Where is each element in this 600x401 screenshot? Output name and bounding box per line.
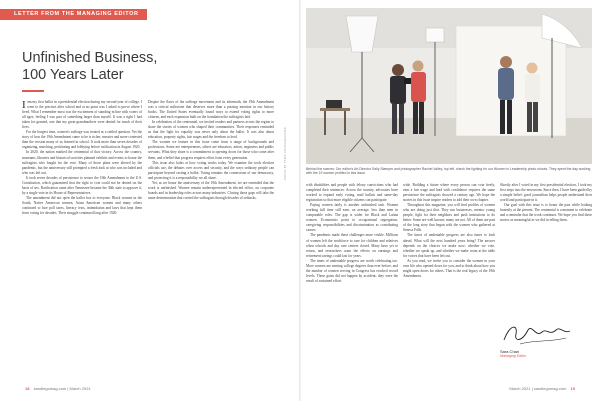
footer-right (509, 386, 578, 391)
photo-shoot-image (306, 8, 592, 164)
photo-caption: Behind the scenes: Our editor's Art Director Sally Stamper and photographer Rachel Valley, top left, check the lighting for our Women in Leadership photo shoots. They spent the day working with the 19 women profiled in this issue. (306, 167, 591, 176)
paragraph: In celebration of the centennial, we invited readers and partners across the region to share the stories of women who shaped their communities. Their responses reminded us that the fight for equality was never only about the ballot. It was also about education, property rights, fair wages and the freedom to lead. (148, 120, 274, 140)
body-column-5 (500, 183, 592, 313)
photo-shoot-illustration (306, 8, 592, 164)
footer-right-text: March 2021 | sandiegomag.com (509, 386, 567, 391)
paragraph: The times of undeniable progress are worth celebrating too. More women are earning college degrees than ever before, and the number of women serving in Congress has reached record levels. These gains did not happen by accident; they were the result of sustained effort. (306, 258, 398, 283)
photo-credit: PHOTO BY STAFF PHOTOGRAPHER (284, 127, 287, 180)
right-page-number: 19 (570, 386, 575, 391)
body-column-1 (22, 100, 142, 370)
paragraph: In 2020, the nation marked the centennial of that victory. Across the country, museums, libraries and historical societies planned exhibits and events to honor the suffragists who fought for the vote. Many of those plans were altered by the pandemic, but the anniversary still prompted a fresh look at who was included and who was left out. (22, 150, 142, 175)
footer-left (22, 386, 91, 391)
paragraph: wide. Building a future where every person can vote freely, earn a fair wage and lead with confidence requires the same persistence the suffragists showed a century ago. We hope the stories in this issue inspire readers to add their own chapter. (403, 183, 495, 203)
signature-name: Sara Chan (500, 349, 520, 354)
paragraph: The pandemic made these challenges more visible. Millions of women left the workforce to care for children and relatives when schools and day care centers closed. Many have yet to return, and researchers warn the effects on earnings and retirement savings could last for years. (306, 233, 398, 258)
paragraph: Despite the flaws of the suffrage movement and its aftermath, the 19th Amendment was a critical milestone that deserves more than a passing mention in our history books. The United States eventually found ways to extend voting rights to more citizens, and each expansion built on the foundation the suffragists laid. (148, 100, 274, 120)
headline-line-1: Unfinished Business, (22, 50, 158, 66)
paragraph: with disabilities and people with felony convictions who had completed their sentences. Across the country, advocates have worked to expand early voting, mail ballots and same-day registration so that more eligible citizens can participate. (306, 183, 398, 203)
headline-rule (22, 90, 44, 92)
body-column-2 (148, 100, 274, 370)
headline-line-2: 100 Years Later (22, 67, 124, 83)
paragraph: The times of undeniable progress are also times to look ahead. What will the next hundred years bring? The answer depends on the choices we make now: whether we vote, whether we speak up, and whether we make room at the table for voices that have been left out. (403, 233, 495, 258)
article-headline (22, 50, 202, 84)
editor-signature-icon (500, 318, 590, 348)
left-page-number: 18 (25, 386, 30, 391)
paragraph-text: am my first ballot in a presidential election during my second year of college. I went to the precinct after school and at no point was I asked to prove where I lived. What I remember most was the excitement of standing in line with voters of all ages, feeling I was part of something larger than myself. It was a right I had taken for granted, one that my great-grandmothers were denied for much of their lives. (22, 100, 142, 130)
footer-left-text: sandiegomag.com | March 2021 (33, 386, 91, 391)
paragraph: This issue also looks at how voting works today. We examine the tools election officials use, the debates over access and security, and the ways ordinary people can participate beyond casting a ballot. Voting remains the cornerstone of our democracy, and protecting it is a responsibility we all share. (148, 160, 274, 180)
section-tag: LETTER FROM THE MANAGING EDITOR (0, 9, 147, 20)
body-column-4 (403, 183, 495, 375)
page-gutter (299, 0, 301, 401)
paragraph: Shortly after I voted in my first presidential election, I took my first steps into the newsroom. Since then, I have been guided by a simple belief: good journalism helps people understand their world and participate in it. (500, 183, 592, 203)
drop-cap: I (22, 100, 26, 111)
paragraph: The amendment did not open the ballot box to everyone. Black women in the South, Native American women, Asian American women and many others continued to face poll taxes, literacy tests, intimidation and laws that kept them from voting for decades. Their struggle continued long after 1920. (22, 195, 142, 216)
body-column-3 (306, 183, 398, 375)
signature-title: Managing Editor (500, 354, 527, 358)
paragraph: It took seven decades of persistence to secure the 19th Amendment to the U.S. Constitution, which guaranteed that the right to vote could not be denied on the basis of sex. Ratification came after Tennessee became the 36th state to approve it, by a single vote in its House of Representatives. (22, 175, 142, 195)
paragraph: Throughout this magazine, you will find profiles of women who are doing just that. They run businesses, mentor young people, fight for their neighbors and push institutions to do better. Some are well known; many are not. All of them are part of the long story that began with the women who gathered at Seneca Falls. (403, 203, 495, 233)
paragraph: For the longest time, women's suffrage was treated as a settled question. Yet the story of how the 19th Amendment came to be is richer, messier and more contested than the version many of us learned in school. It took more than seven decades of organizing, marching, petitioning and lobbying before ratification in August 1920. (22, 130, 142, 150)
paragraph (22, 100, 142, 130)
paragraph: Yet, as we honor the anniversary of the 19th Amendment, we are reminded that the work is unfinished. Women remain underrepresented in elected office, on corporate boards and in leadership roles across many industries. Closing those gaps will take the same determination that carried the suffragists through decades of setbacks. (148, 180, 274, 200)
paragraph: As you read, we invite you to consider the women in your own life who opened doors for you, and to think about how you might open doors for others. That is the real legacy of the 19th Amendment. (403, 258, 495, 278)
paragraph: Paying women fairly is another unfinished task. Women working full time still earn, on average, less than men in comparable roles. The gap is wider for Black and Latina women. Economists point to occupational segregation, caregiving responsibilities and discrimination as contributing causes. (306, 203, 398, 233)
paragraph: The women we feature in this issue come from a range of backgrounds and professions. Some are entrepreneurs, others are educators, artists, engineers and public servants. What they share is a commitment to opening doors for those who come after them, and a belief that progress requires effort from every generation. (148, 140, 274, 160)
paragraph: Our goal with this issue is to honor the past while looking honestly at the present. The centennial is a moment to celebrate and a reminder that the work continues. We hope you find these stories as meaningful as we did in telling them. (500, 203, 592, 223)
